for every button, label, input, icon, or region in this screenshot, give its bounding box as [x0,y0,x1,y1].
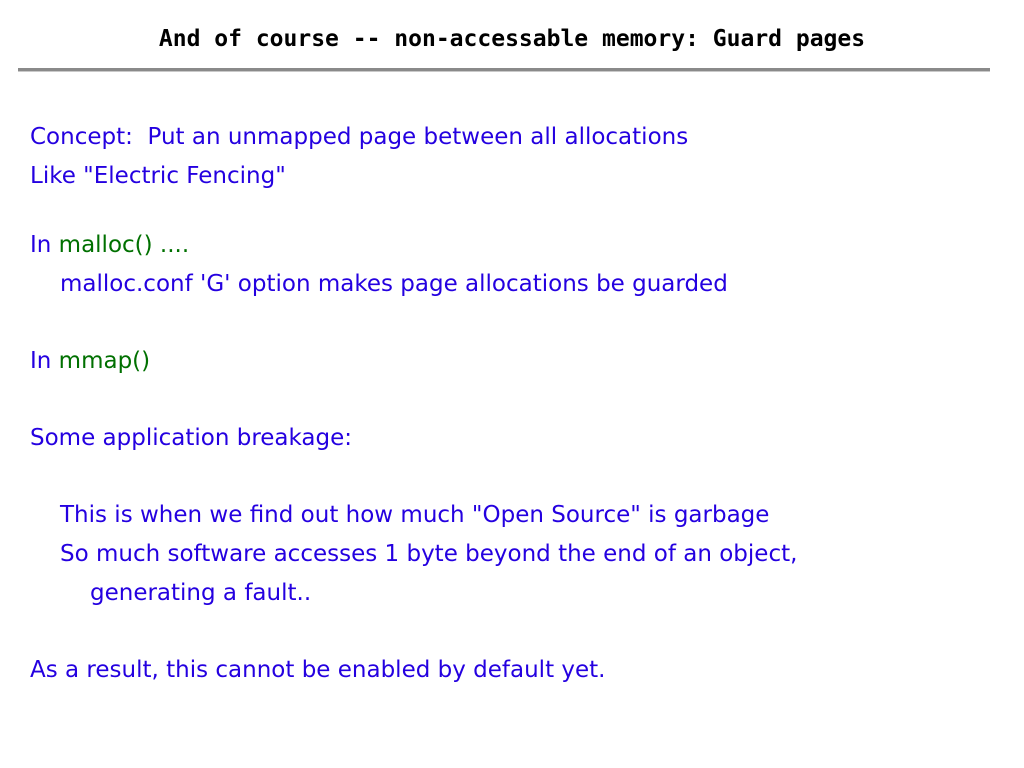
line-as-a-result: As a result, this cannot be enabled by default yet. [30,657,606,683]
in-malloc-code: malloc() .... [58,232,190,258]
line-generating-fault: generating a fault.. [90,580,312,606]
title-divider [18,68,990,72]
page-title: And of course -- non-accessable memory: Guard pages [158,26,866,52]
line-concept: Concept: Put an unmapped page between all allocations [30,124,689,150]
line-in-malloc [30,226,990,265]
line-malloc-conf: malloc.conf 'G' option makes page allocations be guarded [60,271,728,297]
in-malloc-prefix: In [30,232,59,258]
in-mmap-prefix: In [30,348,59,374]
line-open-source: This is when we find out how much "Open Source" is garbage [60,502,770,528]
in-mmap-code: mmap() [58,348,151,374]
spacer [30,613,990,651]
spacer [30,304,990,342]
line-in-mmap [30,342,990,381]
spacer [30,458,990,496]
spacer [30,196,990,226]
line-some-breakage: Some application breakage: [30,425,353,451]
line-electric-fencing: Like "Electric Fencing" [30,163,286,189]
line-one-byte: So much software accesses 1 byte beyond the end of an object, [60,541,798,567]
slide-body [30,118,990,690]
spacer [30,381,990,419]
